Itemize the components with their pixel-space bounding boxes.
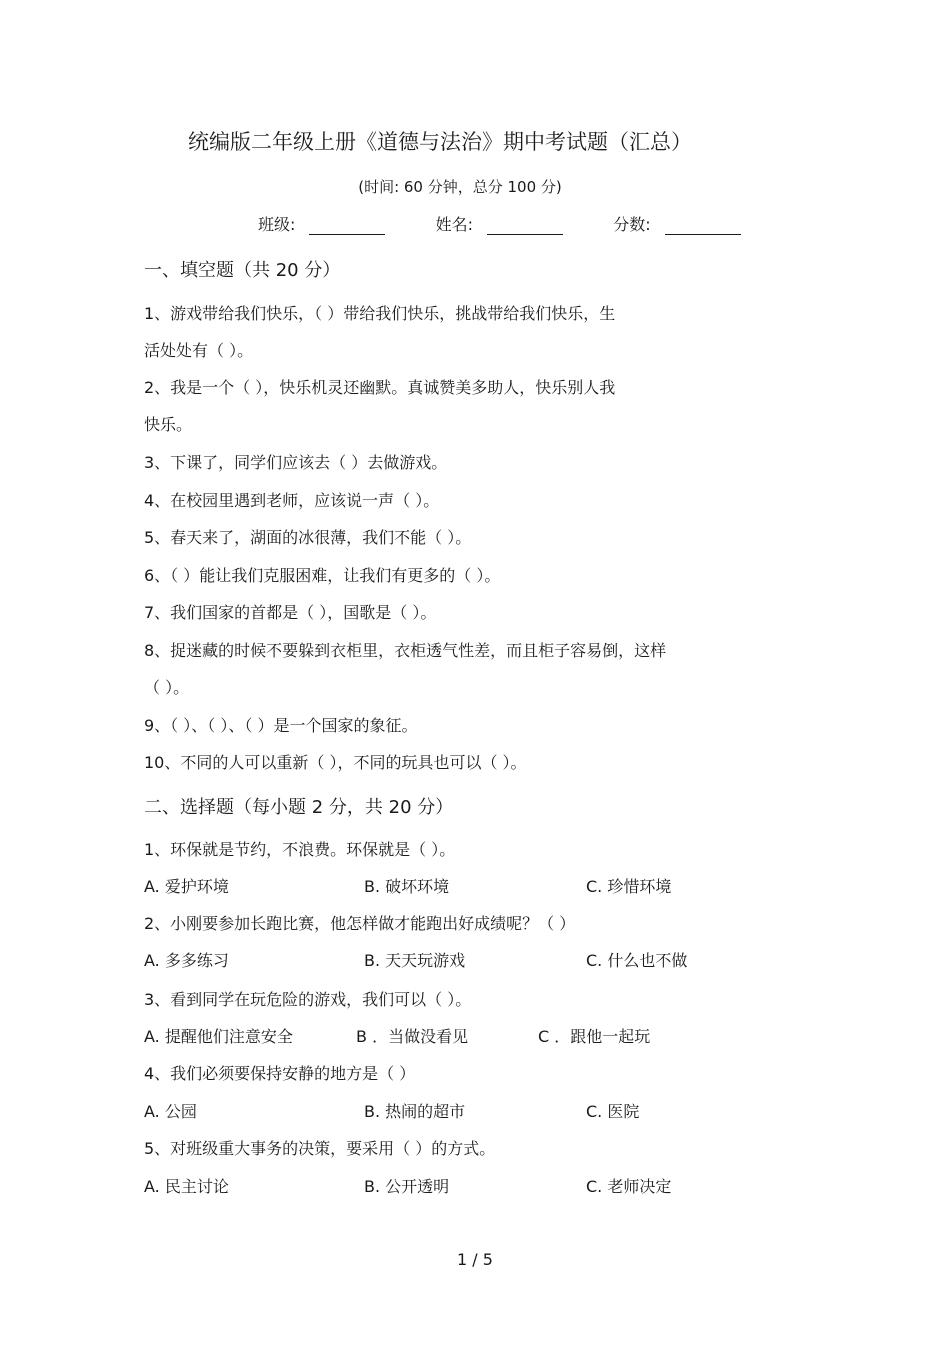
fill-line: 10、不同的人可以重新（ ），不同的玩具也可以（ ）。	[144, 753, 527, 772]
fill-line: （ ）。	[144, 678, 190, 697]
section1-heading: 一、填空题（共 20 分）	[144, 260, 341, 281]
option-a[interactable]: A. 提醒他们注意安全	[144, 1027, 293, 1046]
option-b[interactable]: B ．当做没看见	[356, 1027, 469, 1046]
fill-line: 7、我们国家的首都是（ ），国歌是（ ）。	[144, 603, 437, 622]
option-a[interactable]: A. 爱护环境	[144, 877, 229, 896]
fill-line: 5、春天来了，湖面的冰很薄，我们不能（ ）。	[144, 528, 472, 547]
fill-line: 8、捉迷藏的时候不要躲到衣柜里，衣柜透气性差，而且柜子容易倒，这样	[144, 641, 667, 660]
option-a[interactable]: A. 公园	[144, 1102, 197, 1121]
fill-line: 6、（ ）能让我们克服困难，让我们有更多的（ ）。	[144, 566, 501, 585]
option-b[interactable]: B. 热闹的超市	[364, 1102, 466, 1121]
option-a[interactable]: A. 多多练习	[144, 951, 229, 970]
fill-line: 4、在校园里遇到老师，应该说一声（ ）。	[144, 491, 440, 510]
fill-line: 9、（ ）、（ ）、（ ）是一个国家的象征。	[144, 716, 418, 735]
question-stem: 1、环保就是节约，不浪费。环保就是（ ）。	[144, 840, 456, 859]
option-b[interactable]: B. 天天玩游戏	[364, 951, 466, 970]
fill-line: 3、下课了，同学们应该去（ ）去做游戏。	[144, 453, 448, 472]
option-b[interactable]: B. 破坏环境	[364, 877, 450, 896]
exam-info: (时间: 60 分钟，总分 100 分)	[358, 178, 562, 196]
question-stem: 5、对班级重大事务的决策，要采用（ ）的方式。	[144, 1139, 496, 1158]
option-c[interactable]: C ．跟他一起玩	[538, 1027, 651, 1046]
option-b[interactable]: B. 公开透明	[364, 1177, 450, 1196]
option-c[interactable]: C. 珍惜环境	[586, 877, 672, 896]
option-c[interactable]: C. 医院	[586, 1102, 640, 1121]
class-label: 班级:	[258, 215, 296, 234]
fill-line: 快乐。	[144, 415, 193, 434]
fill-line: 2、我是一个（ ），快乐机灵还幽默。真诚赞美多助人，快乐别人我	[144, 378, 616, 397]
option-c[interactable]: C. 老师决定	[586, 1177, 672, 1196]
fill-line: 活处处有（ ）。	[144, 341, 254, 360]
fill-line: 1、游戏带给我们快乐，（ ）带给我们快乐，挑战带给我们快乐，生	[144, 304, 616, 323]
score-blank[interactable]	[665, 216, 741, 235]
section2-heading: 二、选择题（每小题 2 分，共 20 分）	[144, 797, 454, 818]
name-blank[interactable]	[487, 216, 563, 235]
option-c[interactable]: C. 什么也不做	[586, 951, 688, 970]
question-stem: 4、我们必须要保持安静的地方是（ ）	[144, 1064, 416, 1083]
name-label: 姓名:	[435, 215, 473, 234]
question-stem: 3、看到同学在玩危险的游戏，我们可以（ ）。	[144, 990, 472, 1009]
question-stem: 2、小刚要参加长跑比赛，他怎样做才能跑出好成绩呢？（ ）	[144, 914, 576, 933]
class-blank[interactable]	[309, 216, 385, 235]
page-number: 1 / 5	[457, 1250, 493, 1269]
option-a[interactable]: A. 民主讨论	[144, 1177, 229, 1196]
student-info-fields	[258, 212, 741, 235]
score-label: 分数:	[613, 215, 651, 234]
page-title: 统编版二年级上册《道德与法治》期中考试题（汇总）	[188, 130, 692, 154]
